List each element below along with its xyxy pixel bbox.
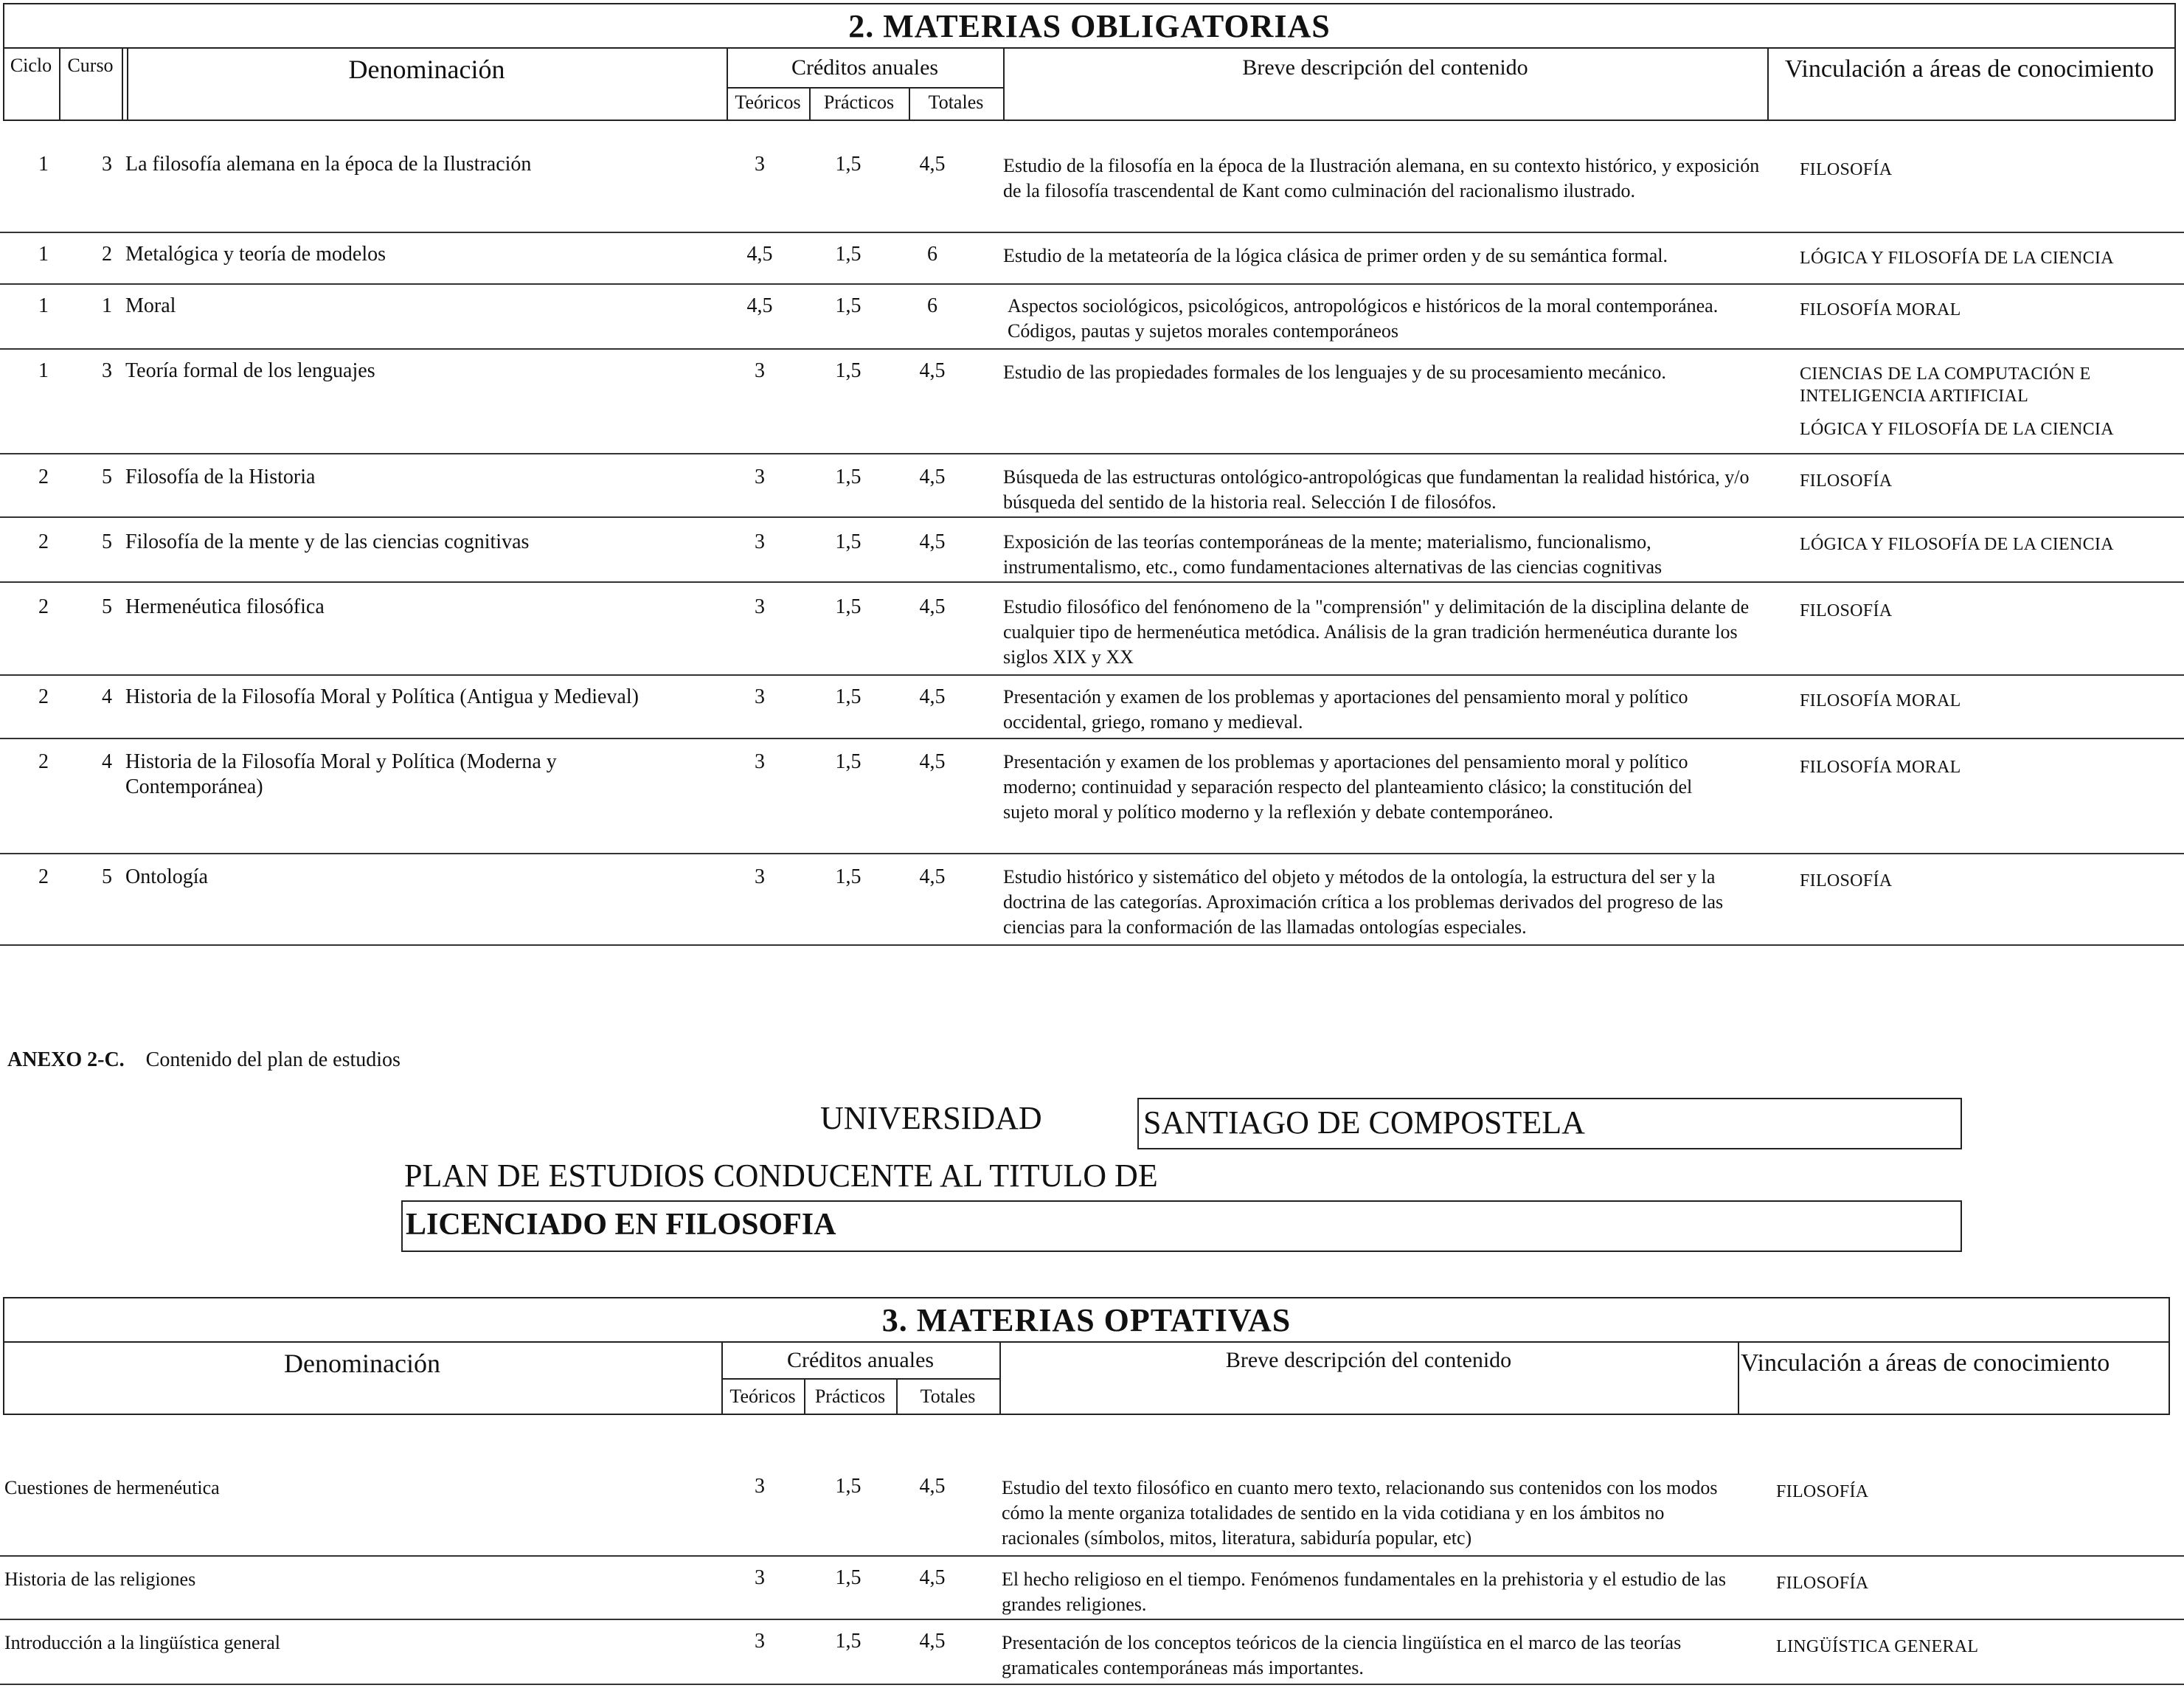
row-totales: 4,5 xyxy=(919,595,946,618)
row-separator xyxy=(0,348,2184,350)
row-practicos: 1,5 xyxy=(835,359,862,382)
row-curso: 5 xyxy=(102,530,112,553)
row-descripcion: Estudio histórico y sistemático del objeto y métodos de la ontología, la estructura del ser y la doctrina de las categorías. Aproximación crítica a los problemas derivados del progreso de las ciencias para la conformación de las llamadas ontologías especiales. xyxy=(1003,866,1724,938)
row-vinculacion: FILOSOFÍA xyxy=(1776,1574,1869,1593)
row-descripcion: Estudio de la metateoría de la lógica clásica de primer orden y de su semántica formal. xyxy=(1003,245,1668,266)
row-totales: 4,5 xyxy=(919,685,946,708)
header-descripcion: Breve descripción del contenido xyxy=(1242,55,1528,80)
row-practicos: 1,5 xyxy=(835,865,862,888)
row-denominacion: Cuestiones de hermenéutica xyxy=(4,1477,220,1498)
header-totales: Totales xyxy=(920,1386,976,1407)
row-practicos: 1,5 xyxy=(835,294,862,317)
row-teoricos: 3 xyxy=(755,530,765,553)
header-denominacion: Denominación xyxy=(348,55,505,84)
header-creditos: Créditos anuales xyxy=(786,1348,935,1372)
row-separator xyxy=(0,1555,2184,1557)
row-vinculacion: FILOSOFÍA xyxy=(1800,160,1893,179)
header-vinculacion: Vinculación a áreas de conocimiento xyxy=(1784,55,2154,83)
header-curso: Curso xyxy=(67,55,114,76)
row-denominacion: Ontología xyxy=(125,865,208,888)
row-denominacion: Hermenéutica filosófica xyxy=(125,595,325,618)
row-totales: 6 xyxy=(927,243,937,266)
row-ciclo: 1 xyxy=(38,294,49,317)
universidad-value: SANTIAGO DE COMPOSTELA xyxy=(1143,1104,1585,1141)
row-teoricos: 3 xyxy=(755,865,765,888)
row-vinculacion: FILOSOFÍA MORAL xyxy=(1800,758,1961,777)
header-ciclo: Ciclo xyxy=(10,55,52,76)
row-totales: 4,5 xyxy=(919,530,946,553)
row-practicos: 1,5 xyxy=(835,595,862,618)
row-practicos: 1,5 xyxy=(835,1566,862,1589)
section2-title: 2. MATERIAS OBLIGATORIAS xyxy=(848,8,1331,44)
row-separator xyxy=(0,853,2184,854)
row-vinculacion: FILOSOFÍA xyxy=(1800,601,1893,620)
row-ciclo: 1 xyxy=(38,153,49,176)
row-separator xyxy=(0,1684,2184,1685)
row-ciclo: 2 xyxy=(38,685,49,708)
row-teoricos: 3 xyxy=(755,359,765,382)
row-teoricos: 3 xyxy=(755,1566,765,1589)
row-teoricos: 3 xyxy=(755,685,765,708)
row-separator xyxy=(0,944,2184,946)
row-totales: 4,5 xyxy=(919,750,946,773)
row-totales: 4,5 xyxy=(919,1566,946,1589)
annex-text: Contenido del plan de estudios xyxy=(145,1048,401,1071)
section3-title: 3. MATERIAS OPTATIVAS xyxy=(881,1302,1292,1338)
row-denominacion: Moral xyxy=(125,294,176,317)
row-curso: 5 xyxy=(102,865,112,888)
row-separator xyxy=(0,516,2184,518)
row-ciclo: 2 xyxy=(38,750,49,773)
row-teoricos: 3 xyxy=(755,595,765,618)
row-vinculacion: LÓGICA Y FILOSOFÍA DE LA CIENCIA xyxy=(1800,535,2114,554)
row-vinculacion: FILOSOFÍA xyxy=(1776,1482,1869,1501)
header-teoricos: Teóricos xyxy=(735,91,801,113)
row-curso: 5 xyxy=(102,595,112,618)
header-totales: Totales xyxy=(928,91,984,113)
row-vinculacion: LINGÜÍSTICA GENERAL xyxy=(1776,1637,1979,1656)
row-totales: 4,5 xyxy=(919,466,946,488)
header-descripcion: Breve descripción del contenido xyxy=(1225,1348,1512,1372)
row-descripcion: Aspectos sociológicos, psicológicos, antropológicos e históricos de la moral contemporánea. Códigos, pautas y sujetos morales contemporáneos xyxy=(1008,295,1719,342)
row-vinculacion: FILOSOFÍA MORAL xyxy=(1800,300,1961,319)
row-totales: 4,5 xyxy=(919,1475,946,1498)
row-descripcion: Estudio del texto filosófico en cuanto mero texto, relacionando sus contenidos con los modos cómo la mente organiza totalidades de sentido en la vida cotidiana y en los ámbitos no racionales (símbolos, mitos, literatura, sabiduría popular, etc) xyxy=(1002,1477,1718,1549)
row-practicos: 1,5 xyxy=(835,243,862,266)
row-separator xyxy=(0,674,2184,676)
row-vinculacion: FILOSOFÍA MORAL xyxy=(1800,691,1961,710)
row-totales: 4,5 xyxy=(919,1630,946,1653)
row-curso: 4 xyxy=(102,685,112,708)
row-denominacion: Historia de la Filosofía Moral y Política (Antigua y Medieval) xyxy=(125,685,639,708)
row-practicos: 1,5 xyxy=(835,466,862,488)
row-denominacion: Filosofía de la mente y de las ciencias cognitivas xyxy=(125,530,530,553)
row-vinculacion: FILOSOFÍA xyxy=(1800,471,1893,491)
plan-label: PLAN DE ESTUDIOS CONDUCENTE AL TITULO DE xyxy=(404,1158,1158,1194)
row-curso: 4 xyxy=(102,750,112,773)
row-teoricos: 3 xyxy=(755,1475,765,1498)
row-totales: 6 xyxy=(927,294,937,317)
row-teoricos: 3 xyxy=(755,153,765,176)
row-denominacion: Teoría formal de los lenguajes xyxy=(125,359,375,382)
row-ciclo: 1 xyxy=(38,359,49,382)
row-ciclo: 2 xyxy=(38,595,49,618)
row-practicos: 1,5 xyxy=(835,1630,862,1653)
row-denominacion: La filosofía alemana en la época de la Ilustración xyxy=(125,153,532,176)
header-denominacion: Denominación xyxy=(284,1349,440,1378)
row-denominacion: Metalógica y teoría de modelos xyxy=(125,243,386,266)
row-descripcion: Presentación y examen de los problemas y aportaciones del pensamiento moral y político occidental, griego, romano y medieval. xyxy=(1003,686,1688,733)
row-descripcion: Estudio de la filosofía en la época de la Ilustración alemana, en su contexto histórico, y exposición de la filosofía trascendental de Kant como culminación del racionalismo ilustrado. xyxy=(1003,155,1760,201)
row-vinculacion: FILOSOFÍA xyxy=(1800,871,1893,890)
titulo-value: LICENCIADO EN FILOSOFIA xyxy=(406,1208,836,1242)
row-teoricos: 4,5 xyxy=(746,294,773,317)
row-curso: 3 xyxy=(102,153,112,176)
row-practicos: 1,5 xyxy=(835,153,862,176)
row-descripcion: Exposición de las teorías contemporáneas de la mente; materialismo, funcionalismo, instrumentalismo, etc., como fundamentaciones alternativas de las ciencias cognitivas xyxy=(1003,531,1663,578)
row-curso: 1 xyxy=(102,294,112,317)
header-creditos: Créditos anuales xyxy=(791,55,939,80)
row-descripcion: Búsqueda de las estructuras ontológico-antropológicas que fundamentan la realidad histórica, y/o búsqueda del sentido de la historia real. Selección I de filosófos. xyxy=(1003,466,1750,513)
row-denominacion: Introducción a la lingüística general xyxy=(4,1632,280,1653)
annex-label: ANEXO 2-C. xyxy=(7,1048,125,1071)
header-teoricos: Teóricos xyxy=(729,1386,796,1407)
row-ciclo: 2 xyxy=(38,466,49,488)
row-curso: 3 xyxy=(102,359,112,382)
row-totales: 4,5 xyxy=(919,153,946,176)
row-vinculacion-secondary: LÓGICA Y FILOSOFÍA DE LA CIENCIA xyxy=(1800,420,2114,439)
row-curso: 2 xyxy=(102,243,112,266)
row-teoricos: 4,5 xyxy=(746,243,773,266)
section3-title-divider xyxy=(3,1341,2170,1343)
row-separator xyxy=(0,581,2184,583)
row-totales: 4,5 xyxy=(919,865,946,888)
row-vinculacion: LÓGICA Y FILOSOFÍA DE LA CIENCIA xyxy=(1800,249,2114,268)
row-vinculacion: CIENCIAS DE LA COMPUTACIÓN E INTELIGENCIA ARTIFICIAL xyxy=(1800,364,2091,406)
row-separator xyxy=(0,453,2184,454)
row-descripcion: Presentación de los conceptos teóricos de la ciencia lingüística en el marco de las teorías gramaticales contemporáneas más importantes. xyxy=(1002,1632,1682,1678)
section2-title-divider xyxy=(3,47,2176,49)
row-ciclo: 1 xyxy=(38,243,49,266)
row-totales: 4,5 xyxy=(919,359,946,382)
row-descripcion: Estudio filosófico del fenónomeno de la "comprensión" y delimitación de la disciplina delante de cualquier tipo de hermenéutica metódica. Análisis de la gran tradición hermenéutica durante los siglos XIX y XX xyxy=(1003,596,1750,668)
row-curso: 5 xyxy=(102,466,112,488)
row-descripcion: Presentación y examen de los problemas y aportaciones del pensamiento moral y político moderno; continuidad y separación respecto del planteamiento clásico; la constitución del sujeto moral y político moderno y la reflexión y debate contemporáneo. xyxy=(1003,751,1693,823)
header-practicos: Prácticos xyxy=(823,91,895,113)
row-teoricos: 3 xyxy=(755,750,765,773)
header-vinculacion: Vinculación a áreas de conocimiento xyxy=(1741,1349,2110,1377)
universidad-label: UNIVERSIDAD xyxy=(820,1100,1042,1136)
header-practicos: Prácticos xyxy=(814,1386,886,1407)
row-separator xyxy=(0,283,2184,285)
row-separator xyxy=(0,738,2184,739)
row-practicos: 1,5 xyxy=(835,530,862,553)
row-descripcion: Estudio de las propiedades formales de los lenguajes y de su procesamiento mecánico. xyxy=(1003,362,1666,383)
row-ciclo: 2 xyxy=(38,530,49,553)
row-denominacion: Historia de la Filosofía Moral y Política (Moderna y Contemporánea) xyxy=(125,750,557,798)
row-practicos: 1,5 xyxy=(835,750,862,773)
row-practicos: 1,5 xyxy=(835,685,862,708)
row-descripcion: El hecho religioso en el tiempo. Fenómenos fundamentales en la prehistoria y el estudio de las grandes religiones. xyxy=(1002,1568,1726,1615)
row-denominacion: Historia de las religiones xyxy=(4,1568,196,1590)
row-practicos: 1,5 xyxy=(835,1475,862,1498)
annex-heading xyxy=(7,1048,401,1073)
row-teoricos: 3 xyxy=(755,1630,765,1653)
row-denominacion: Filosofía de la Historia xyxy=(125,466,316,488)
row-separator xyxy=(0,232,2184,233)
row-teoricos: 3 xyxy=(755,466,765,488)
row-ciclo: 2 xyxy=(38,865,49,888)
row-separator xyxy=(0,1619,2184,1620)
